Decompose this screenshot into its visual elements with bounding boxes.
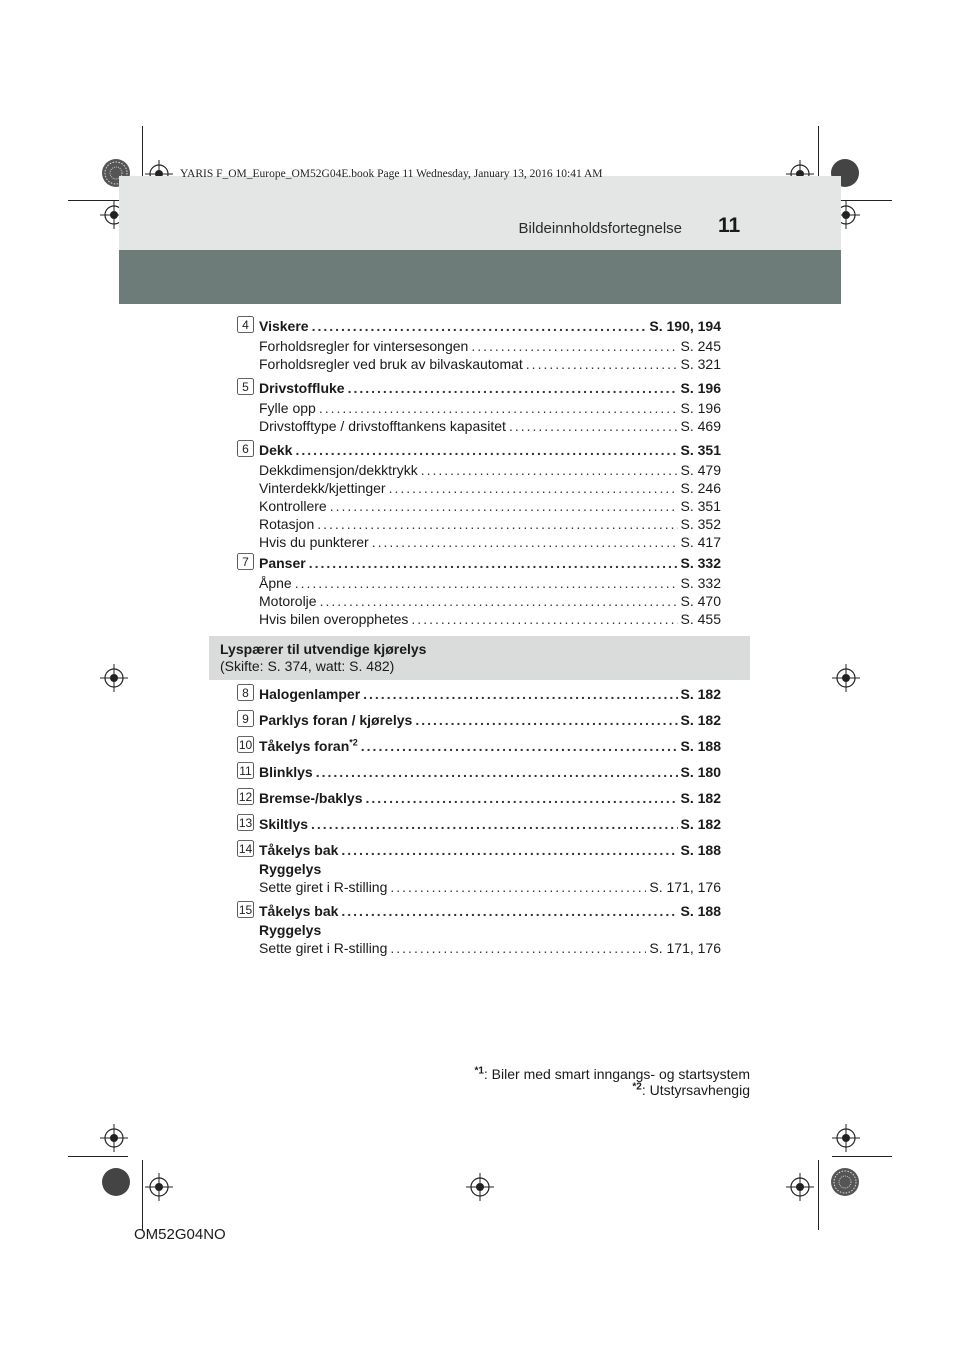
number-badge-icon bbox=[237, 553, 254, 570]
entry-label: Panser bbox=[259, 555, 306, 571]
entry-label: Vinterdekk/kjettinger bbox=[259, 480, 386, 496]
registration-mark-icon bbox=[100, 1124, 128, 1152]
crop-mark bbox=[818, 1160, 819, 1230]
page-ref: S. 188 bbox=[680, 903, 721, 919]
leader-dots bbox=[311, 816, 677, 832]
entry-label: Sette giret i R-stilling bbox=[259, 879, 388, 895]
toc-subentry[interactable] bbox=[259, 611, 721, 631]
page-ref: S. 171, 176 bbox=[649, 940, 721, 956]
section-title: Lyspærer til utvendige kjørelys bbox=[220, 641, 427, 657]
entry-label bbox=[259, 764, 313, 780]
entry-extra: Ryggelys bbox=[259, 922, 322, 938]
footnote-mark: *1 bbox=[474, 1065, 484, 1077]
entry-title: Skiltlys bbox=[259, 816, 309, 832]
registration-mark-icon bbox=[786, 1173, 814, 1201]
registration-mark-icon bbox=[145, 1173, 173, 1201]
leader-dots bbox=[372, 534, 678, 550]
footnote-mark: *2 bbox=[632, 1081, 642, 1093]
number-badge-icon bbox=[237, 840, 254, 857]
number-badge-icon bbox=[237, 710, 254, 727]
leader-dots bbox=[363, 686, 677, 702]
leader-dots bbox=[471, 338, 677, 354]
page-number: 11 bbox=[718, 214, 741, 237]
number-badge-icon bbox=[237, 378, 254, 395]
toc-entry[interactable] bbox=[259, 318, 721, 338]
entry-label: Drivstoffluke bbox=[259, 380, 345, 396]
leader-dots bbox=[295, 442, 677, 458]
entry-title: Halogenlamper bbox=[259, 686, 361, 702]
entry-label: Forholdsregler for vintersesongen bbox=[259, 338, 469, 354]
leader-dots bbox=[390, 879, 646, 895]
page-ref: S. 171, 176 bbox=[649, 879, 721, 895]
toc-subentry[interactable] bbox=[259, 593, 721, 613]
footnote-text: : Utstyrsavhengig bbox=[641, 1082, 750, 1098]
footnote-2 bbox=[632, 1082, 750, 1098]
toc-subentry[interactable] bbox=[259, 498, 721, 518]
registration-dial-icon bbox=[830, 1167, 860, 1197]
page-ref: S. 352 bbox=[680, 516, 721, 532]
section-header bbox=[209, 636, 750, 680]
toc-subentry[interactable] bbox=[259, 338, 721, 358]
toc-subentry[interactable] bbox=[259, 940, 721, 960]
page-ref: S. 455 bbox=[680, 611, 721, 627]
entry-label: Åpne bbox=[259, 575, 292, 591]
entry-label bbox=[259, 790, 363, 806]
page-ref: S. 332 bbox=[680, 575, 721, 591]
toc-subentry[interactable] bbox=[259, 400, 721, 420]
footnote-1 bbox=[474, 1066, 750, 1082]
toc-entry[interactable] bbox=[259, 842, 721, 862]
number-badge-icon bbox=[237, 440, 254, 457]
entry-title: Tåkelys foran bbox=[259, 738, 350, 754]
entry-title: Tåkelys bak bbox=[259, 903, 339, 919]
leader-dots bbox=[509, 418, 678, 434]
leader-dots bbox=[295, 575, 678, 591]
toc-subentry[interactable] bbox=[259, 516, 721, 536]
footnote-ref: *2 bbox=[349, 737, 358, 748]
footnote-text: : Biler med smart inngangs- og startsystem bbox=[483, 1066, 750, 1082]
number-badge-text: 5 bbox=[242, 380, 249, 394]
number-badge-text: 12 bbox=[238, 790, 253, 804]
leader-dots bbox=[526, 356, 678, 372]
toc-entry[interactable] bbox=[259, 903, 721, 923]
toc bbox=[259, 0, 721, 960]
book-info: YARIS F_OM_Europe_OM52G04E.book Page 11 Wednesday, January 13, 2016 10:41 AM bbox=[180, 168, 603, 180]
entry-label: Motorolje bbox=[259, 593, 317, 609]
entry-label: Dekkdimensjon/dekktrykk bbox=[259, 462, 418, 478]
entry-label: Forholdsregler ved bruk av bilvaskautomat bbox=[259, 356, 523, 372]
page-ref: S. 469 bbox=[680, 418, 721, 434]
entry-label: Sette giret i R-stilling bbox=[259, 940, 388, 956]
entry-label: Dekk bbox=[259, 442, 293, 458]
leader-dots bbox=[316, 764, 678, 780]
page-ref: S. 188 bbox=[680, 842, 721, 858]
entry-label bbox=[259, 686, 360, 702]
page-ref: S. 321 bbox=[680, 356, 721, 372]
number-badge-text: 9 bbox=[242, 712, 249, 726]
page-ref: S. 190, 194 bbox=[649, 318, 721, 334]
toc-entry[interactable] bbox=[259, 555, 721, 575]
toc-entry[interactable] bbox=[259, 686, 721, 706]
leader-dots bbox=[341, 903, 677, 919]
page-ref: S. 246 bbox=[680, 480, 721, 496]
registration-mark-icon bbox=[832, 664, 860, 692]
entry-label: Viskere bbox=[259, 318, 309, 334]
toc-subentry[interactable] bbox=[259, 356, 721, 376]
toc-entry[interactable] bbox=[259, 712, 721, 732]
toc-subentry[interactable] bbox=[259, 534, 721, 554]
toc-entry[interactable] bbox=[259, 738, 721, 758]
number-badge-icon bbox=[237, 684, 254, 701]
section-subtitle: (Skifte: S. 374, watt: S. 482) bbox=[220, 658, 395, 674]
number-badge-text: 4 bbox=[242, 318, 249, 332]
number-badge-icon bbox=[237, 316, 254, 333]
toc-subentry[interactable] bbox=[259, 879, 721, 899]
page-ref: S. 182 bbox=[680, 686, 721, 702]
crop-mark bbox=[832, 1156, 892, 1157]
leader-dots bbox=[389, 480, 678, 496]
page-ref: S. 351 bbox=[680, 498, 721, 514]
entry-label: Rotasjon bbox=[259, 516, 315, 532]
leader-dots bbox=[366, 790, 678, 806]
registration-mark-icon bbox=[100, 664, 128, 692]
registration-dial-icon bbox=[101, 1167, 131, 1197]
leader-dots bbox=[411, 611, 677, 627]
number-badge-text: 7 bbox=[242, 555, 249, 569]
registration-mark-icon bbox=[832, 1124, 860, 1152]
page-ref: S. 196 bbox=[680, 380, 721, 396]
number-badge-icon bbox=[237, 814, 254, 831]
entry-label: Hvis bilen overopphetes bbox=[259, 611, 409, 627]
toc-subentry[interactable] bbox=[259, 575, 721, 595]
entry-title: Parklys foran / kjørelys bbox=[259, 712, 413, 728]
toc-entry[interactable] bbox=[259, 790, 721, 810]
page-ref: S. 479 bbox=[680, 462, 721, 478]
toc-entry[interactable] bbox=[259, 442, 721, 462]
number-badge-text: 13 bbox=[238, 816, 253, 830]
page-ref: S. 182 bbox=[680, 790, 721, 806]
entry-label: Fylle opp bbox=[259, 400, 316, 416]
toc-subentry[interactable] bbox=[259, 418, 721, 438]
entry-label bbox=[259, 738, 358, 754]
page-ref: S. 180 bbox=[680, 764, 721, 780]
crop-mark bbox=[68, 1156, 128, 1157]
number-badge-icon bbox=[237, 788, 254, 805]
entry-extra: Ryggelys bbox=[259, 861, 322, 877]
page-ref: S. 351 bbox=[680, 442, 721, 458]
page-ref: S. 188 bbox=[680, 738, 721, 754]
number-badge-text: 15 bbox=[238, 903, 253, 917]
crop-mark bbox=[142, 1160, 143, 1230]
leader-dots bbox=[309, 555, 678, 571]
leader-dots bbox=[319, 400, 678, 416]
leader-dots bbox=[341, 842, 677, 858]
page-title: Bildeinnholdsfortegnelse bbox=[518, 220, 682, 237]
toc-subentry[interactable] bbox=[259, 462, 721, 482]
toc-subentry[interactable] bbox=[259, 480, 721, 500]
page-ref: S. 182 bbox=[680, 816, 721, 832]
entry-label bbox=[259, 712, 412, 728]
page-ref: S. 332 bbox=[680, 555, 721, 571]
document-code: OM52G04NO bbox=[134, 1226, 226, 1243]
number-badge-icon bbox=[237, 762, 254, 779]
number-badge-icon bbox=[237, 901, 254, 918]
toc-entry[interactable] bbox=[259, 816, 721, 836]
leader-dots bbox=[348, 380, 678, 396]
leader-dots bbox=[421, 462, 678, 478]
entry-label: Hvis du punkterer bbox=[259, 534, 369, 550]
page-ref: S. 417 bbox=[680, 534, 721, 550]
number-badge-text: 14 bbox=[238, 842, 253, 856]
number-badge-text: 11 bbox=[239, 764, 252, 778]
page-ref: S. 182 bbox=[680, 712, 721, 728]
entry-label: Kontrollere bbox=[259, 498, 327, 514]
leader-dots bbox=[312, 318, 647, 334]
toc-entry[interactable] bbox=[259, 380, 721, 400]
entry-label: Drivstofftype / drivstofftankens kapasitet bbox=[259, 418, 506, 434]
page-ref: S. 196 bbox=[680, 400, 721, 416]
leader-dots bbox=[320, 593, 678, 609]
entry-label bbox=[259, 903, 338, 919]
leader-dots bbox=[390, 940, 646, 956]
leader-dots bbox=[317, 516, 677, 532]
registration-mark-icon bbox=[466, 1173, 494, 1201]
number-badge-icon bbox=[237, 736, 254, 753]
entry-title: Blinklys bbox=[259, 764, 313, 780]
leader-dots bbox=[415, 712, 677, 728]
number-badge-text: 8 bbox=[242, 686, 249, 700]
leader-dots bbox=[330, 498, 678, 514]
number-badge-text: 6 bbox=[242, 442, 249, 456]
page-ref: S. 245 bbox=[680, 338, 721, 354]
leader-dots bbox=[361, 738, 678, 754]
entry-title: Tåkelys bak bbox=[259, 842, 339, 858]
page-ref: S. 470 bbox=[680, 593, 721, 609]
entry-label bbox=[259, 816, 308, 832]
toc-entry[interactable] bbox=[259, 764, 721, 784]
entry-label bbox=[259, 842, 338, 858]
number-badge-text: 10 bbox=[238, 738, 253, 752]
entry-title: Bremse-/baklys bbox=[259, 790, 363, 806]
